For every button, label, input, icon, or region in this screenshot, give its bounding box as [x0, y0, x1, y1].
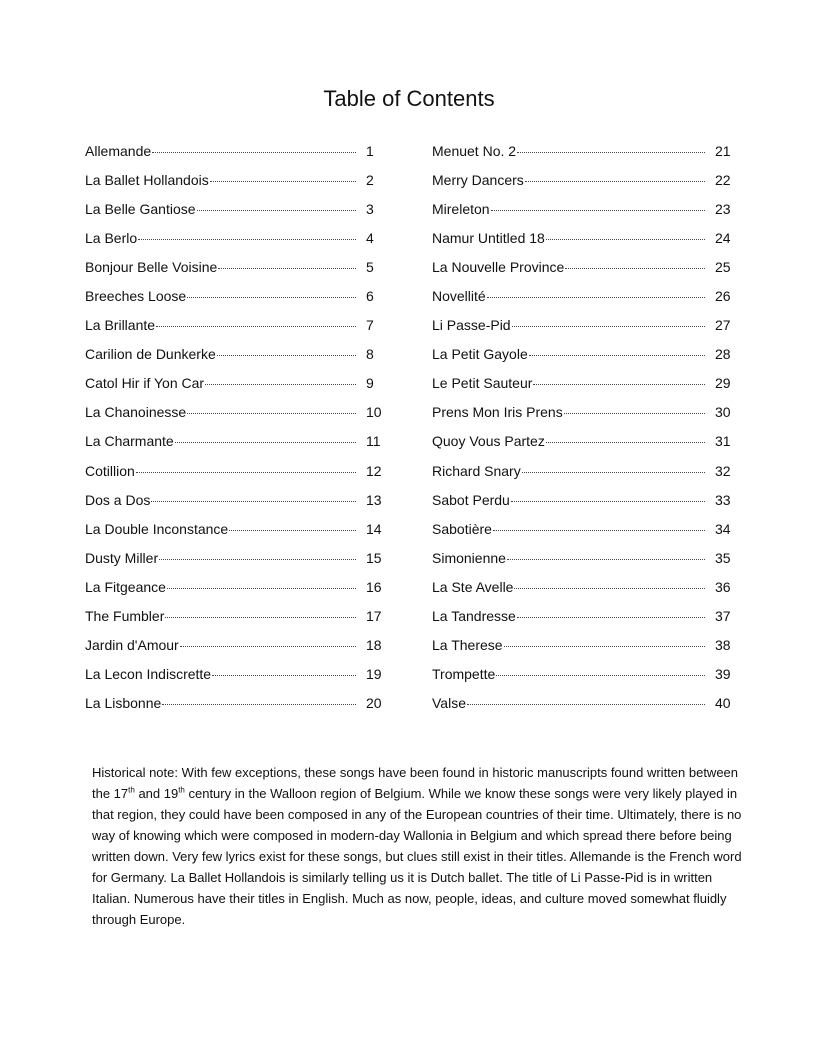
toc-entry-page-number: 31 [715, 433, 731, 450]
toc-entry[interactable] [432, 317, 747, 346]
toc-entry[interactable] [85, 172, 398, 201]
toc-dot-leader [514, 587, 705, 589]
toc-entry[interactable] [85, 346, 398, 375]
toc-entry[interactable] [85, 201, 398, 230]
toc-entry-page-number: 3 [366, 201, 374, 218]
toc-entry[interactable] [85, 433, 398, 462]
toc-entry-title: La Nouvelle Province [432, 259, 565, 276]
toc-entry-title: Jardin d'Amour [85, 636, 179, 653]
toc-entry[interactable] [85, 550, 398, 579]
note-text-2: and 19 [134, 786, 179, 801]
toc-dot-leader [136, 471, 356, 473]
toc-entry-page-number: 11 [366, 433, 381, 450]
toc-entry-title: Dusty Miller [85, 549, 159, 566]
toc-dot-leader [533, 383, 705, 385]
toc-entry[interactable] [85, 521, 398, 550]
toc-entry[interactable] [85, 259, 398, 288]
toc-entry[interactable] [432, 346, 747, 375]
toc-entry-title: Merry Dancers [432, 172, 524, 189]
toc-entry-page-number: 30 [715, 404, 731, 421]
toc-dot-leader [187, 296, 356, 298]
toc-entry-title: La Lecon Indiscrette [85, 665, 212, 682]
toc-dot-leader [487, 296, 705, 298]
toc-dot-leader [546, 441, 705, 443]
toc-entry-title: La Chanoinesse [85, 404, 187, 421]
toc-entry[interactable] [432, 201, 747, 230]
toc-entry-page-number: 13 [366, 491, 382, 508]
toc-dot-leader [152, 151, 356, 153]
toc-entry-page-number: 2 [366, 172, 374, 189]
toc-entry[interactable] [85, 288, 398, 317]
toc-entry-title: Breeches Loose [85, 288, 187, 305]
toc-entry[interactable] [85, 666, 398, 695]
toc-entry-page-number: 1 [366, 143, 374, 159]
toc-entry-title: Richard Snary [432, 462, 521, 479]
toc-entry-title: Cotillion [85, 462, 135, 479]
toc-entry-title: Li Passe-Pid [432, 317, 511, 334]
toc-entry[interactable] [432, 172, 747, 201]
toc-entry[interactable] [85, 230, 398, 259]
toc-entry-page-number: 14 [366, 520, 382, 537]
toc-entry-page-number: 19 [366, 665, 382, 682]
toc-entry[interactable] [432, 521, 747, 550]
toc-dot-leader [229, 529, 356, 531]
toc-dot-leader [493, 529, 705, 531]
toc-entry-title: Trompette [432, 665, 496, 682]
toc-dot-leader [512, 325, 705, 327]
toc-entry-page-number: 8 [366, 346, 374, 363]
toc-entry-title: Prens Mon Iris Prens [432, 404, 563, 421]
toc-entry-page-number: 36 [715, 578, 731, 595]
toc-entry-page-number: 6 [366, 288, 374, 305]
toc-entry-page-number: 7 [366, 317, 374, 334]
toc-entry[interactable] [85, 404, 398, 433]
toc-entry-page-number: 29 [715, 375, 731, 392]
toc-dot-leader [156, 325, 356, 327]
toc-entry-page-number: 20 [366, 694, 382, 711]
toc-dot-leader [517, 151, 705, 153]
toc-entry-title: Dos a Dos [85, 491, 151, 508]
toc-entry[interactable] [85, 608, 398, 637]
toc-entry[interactable] [432, 637, 747, 666]
toc-entry[interactable] [432, 375, 747, 404]
toc-entry-title: La Belle Gantiose [85, 201, 196, 218]
toc-left-column [85, 143, 398, 724]
toc-entry-title: Sabot Perdu [432, 491, 510, 508]
toc-entry-title: Allemande [85, 143, 152, 159]
toc-entry-page-number: 16 [366, 578, 382, 595]
toc-dot-leader [525, 180, 705, 182]
toc-entry-title: La Brillante [85, 317, 156, 334]
toc-entry-page-number: 15 [366, 549, 382, 566]
historical-note [92, 762, 742, 930]
toc-entry-page-number: 5 [366, 259, 374, 276]
toc-entry[interactable] [432, 288, 747, 317]
toc-entry[interactable] [432, 608, 747, 637]
toc-entry[interactable] [432, 579, 747, 608]
toc-entry[interactable] [432, 695, 747, 724]
toc-entry-title: Namur Untitled 18 [432, 230, 545, 247]
note-text-3: century in the Walloon region of Belgium. While we know these songs were very likely played in that region, they could have been composed in any of the European countries of their time. Ultimately, there is no way of knowing which were composed in modern-day Wallonia in Belgium and which spread there before being written down. Very few lyrics exist for these songs, but clues still exist in their titles. Allemande is the French word for Germany. La Ballet Hollandois is similarly telling us it is Dutch ballet. The title of Li Passe-Pid is in written Italian. Numerous have their titles in English. Much as now, people, ideas, and culture moved somewhat fluidly through Europe. [92, 786, 742, 927]
toc-entry-title: La Ballet Hollandois [85, 172, 209, 189]
toc-entry[interactable] [432, 143, 747, 172]
toc-dot-leader [197, 209, 356, 211]
toc-entry-title: Novellité [432, 288, 486, 305]
toc-entry-page-number: 35 [715, 549, 731, 566]
toc-entry-title: Valse [432, 694, 466, 711]
toc-entry[interactable] [432, 666, 747, 695]
toc-entry-page-number: 40 [715, 694, 731, 711]
toc-entry-title: Quoy Vous Partez [432, 433, 545, 450]
toc-entry-page-number: 12 [366, 462, 382, 479]
toc-dot-leader [165, 616, 356, 618]
toc-entry-title: Sabotière [432, 520, 492, 537]
toc-entry-page-number: 39 [715, 665, 731, 682]
toc-entry-title: Catol Hir if Yon Car [85, 375, 205, 392]
toc-dot-leader [565, 267, 705, 269]
toc-dot-leader [167, 587, 356, 589]
toc-dot-leader [162, 703, 356, 705]
toc-dot-leader [218, 267, 356, 269]
toc-entry-title: La Ste Avelle [432, 578, 514, 595]
toc-dot-leader [187, 412, 356, 414]
toc-entry-page-number: 28 [715, 346, 731, 363]
toc-entry-title: Carilion de Dunkerke [85, 346, 216, 363]
toc-dot-leader [205, 383, 356, 385]
toc-entry-title: La Berlo [85, 230, 138, 247]
toc-entry-page-number: 34 [715, 520, 731, 537]
toc-entry-title: The Fumbler [85, 607, 165, 624]
toc-entry-page-number: 32 [715, 462, 731, 479]
toc-entry-page-number: 38 [715, 636, 731, 653]
toc-entry-page-number: 33 [715, 491, 731, 508]
note-text-1: Historical note: With few exceptions, these songs have been found in historic manuscripts found written between the 17 [92, 765, 739, 801]
toc-entry-title: Le Petit Sauteur [432, 375, 533, 392]
toc-entry-page-number: 37 [715, 607, 731, 624]
toc-dot-leader [522, 471, 705, 473]
toc-entry[interactable] [85, 375, 398, 404]
toc-entry-title: La Charmante [85, 433, 174, 450]
toc-dot-leader [180, 645, 356, 647]
toc-entry-page-number: 26 [715, 288, 731, 305]
toc-entry-title: La Fitgeance [85, 578, 166, 595]
toc-right-column [432, 143, 747, 724]
toc-entry[interactable] [432, 550, 747, 579]
toc-dot-leader [467, 703, 705, 705]
toc-entry-title: La Petit Gayole [432, 346, 528, 363]
toc-entry-page-number: 21 [715, 143, 731, 159]
toc-entry-page-number: 23 [715, 201, 731, 218]
toc-entry-title: Menuet No. 2 [432, 143, 517, 159]
toc-entry[interactable] [432, 433, 747, 462]
toc-entry-title: La Lisbonne [85, 694, 162, 711]
toc-dot-leader [511, 500, 705, 502]
toc-dot-leader [507, 558, 705, 560]
toc-dot-leader [496, 674, 705, 676]
toc-entry[interactable] [85, 695, 398, 724]
toc-dot-leader [491, 209, 705, 211]
toc-entry[interactable] [432, 492, 747, 521]
toc-entry-title: Mireleton [432, 201, 490, 218]
toc-dot-leader [151, 500, 356, 502]
note-superscript-2: th [178, 785, 185, 795]
toc-dot-leader [564, 412, 705, 414]
toc-entry-page-number: 17 [366, 607, 382, 624]
note-superscript-1: th [128, 785, 135, 795]
toc-entry-page-number: 27 [715, 317, 731, 334]
toc-entry-title: La Tandresse [432, 607, 516, 624]
toc-entry[interactable] [85, 463, 398, 492]
page-title: Table of Contents [323, 86, 495, 111]
toc-entry-page-number: 18 [366, 636, 382, 653]
toc-entry-title: Bonjour Belle Voisine [85, 259, 218, 276]
toc-dot-leader [175, 441, 356, 443]
toc-dot-leader [138, 238, 356, 240]
toc-entry[interactable] [85, 492, 398, 521]
toc-entry-title: La Therese [432, 636, 503, 653]
toc-dot-leader [212, 674, 356, 676]
toc-entry[interactable] [432, 404, 747, 433]
toc-entry-title: La Double Inconstance [85, 520, 229, 537]
toc-entry-page-number: 24 [715, 230, 731, 247]
toc-entry-page-number: 9 [366, 375, 374, 392]
toc-entry-page-number: 4 [366, 230, 374, 247]
toc-dot-leader [217, 354, 356, 356]
toc-dot-leader [517, 616, 705, 618]
toc-dot-leader [504, 645, 705, 647]
toc-dot-leader [529, 354, 705, 356]
toc-entry-page-number: 25 [715, 259, 731, 276]
toc-entry[interactable] [432, 230, 747, 259]
toc-entry[interactable] [85, 317, 398, 346]
toc-entry[interactable] [432, 259, 747, 288]
toc-entry[interactable] [85, 637, 398, 666]
toc-dot-leader [210, 180, 356, 182]
toc-entry-title: Simonienne [432, 549, 506, 566]
toc-entry-page-number: 22 [715, 172, 731, 189]
toc-dot-leader [546, 238, 705, 240]
toc-entry[interactable] [432, 463, 747, 492]
toc-entry[interactable] [85, 579, 398, 608]
toc-entry-page-number: 10 [366, 404, 382, 421]
toc-dot-leader [159, 558, 356, 560]
toc-entry[interactable] [85, 143, 398, 172]
